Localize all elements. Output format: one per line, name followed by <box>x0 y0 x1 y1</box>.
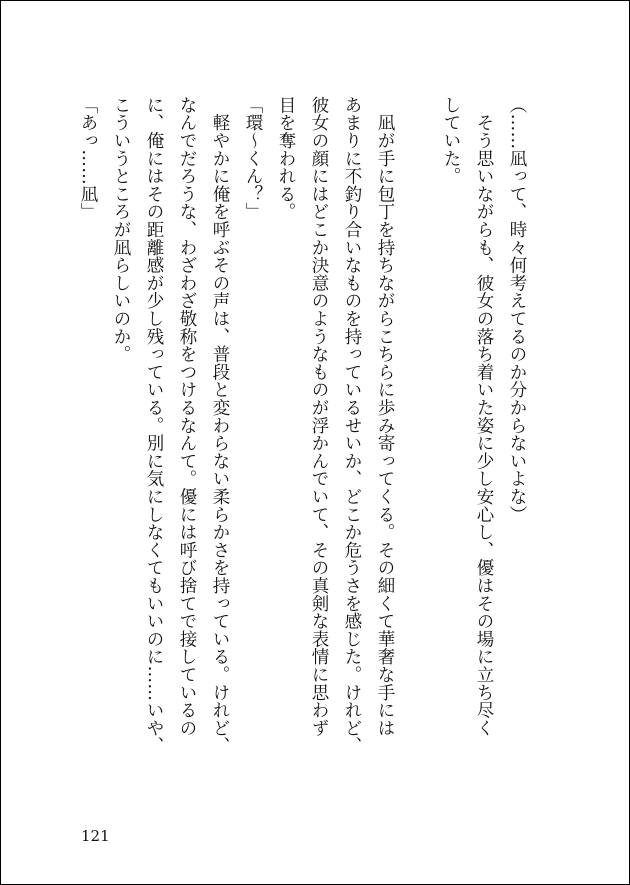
text-line: していた。 <box>441 96 461 185</box>
text-line: こういうところが凪らしいのか。 <box>111 96 131 363</box>
text-line: 彼女の顔にはどこか決意のようなものが浮かんでいて、その真剣な表情に思わず <box>309 96 329 737</box>
text-line: 凪が手に包丁を持ちながらこちらに歩み寄ってくる。その細くて華奢な手には <box>375 96 395 737</box>
text-line: そう思いながらも、彼女の落ち着いた姿に少し安心し、優はその場に立ち尽く <box>474 96 494 737</box>
vertical-text-block <box>71 96 533 826</box>
paragraph-gap <box>401 96 434 826</box>
text-line: 目を奪われる。 <box>276 96 296 221</box>
page-number: 121 <box>81 827 110 845</box>
text-line: あまりに不釣り合いなものを持っているせいか、どこか危うさを感じた。けれど、 <box>342 96 362 755</box>
dialogue-line: 「環〜くん？」 <box>243 96 263 221</box>
text-line: （……凪って、時々何考えてるのか分からないよな） <box>507 96 527 524</box>
dialogue-line: 「あっ……凪」 <box>78 96 98 221</box>
text-line: なんでだろうな、わざわざ敬称をつけるなんて。優には呼び捨てで接しているの <box>177 96 197 737</box>
text-line: に、俺にはその距離感が少し残っている。別に気にしなくてもいいのに……いや、 <box>144 96 164 755</box>
text-line: 軽やかに俺を呼ぶその声は、普段と変わらない柔らかさを持っている。けれど、 <box>210 96 230 755</box>
